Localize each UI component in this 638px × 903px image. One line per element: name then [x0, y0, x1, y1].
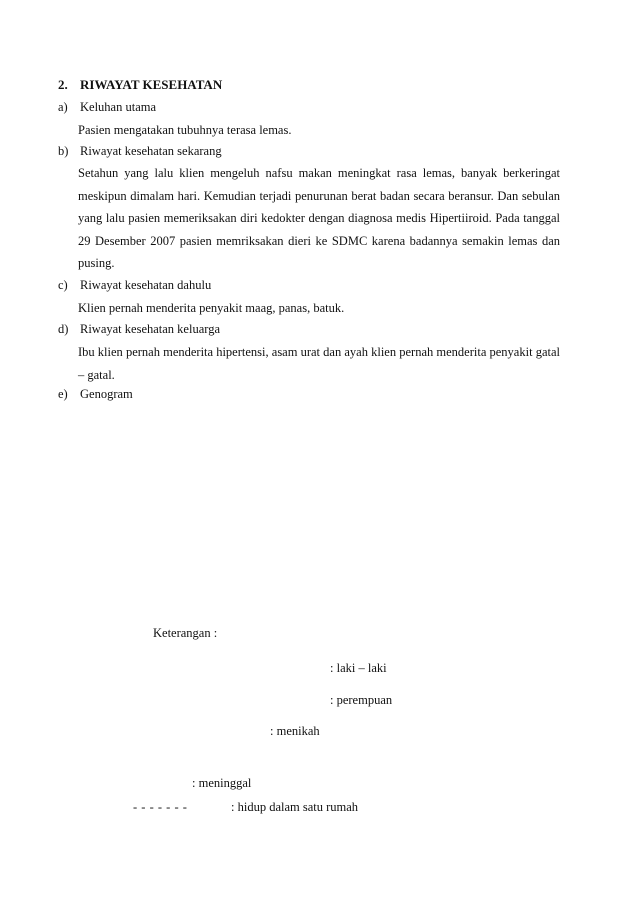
item-d-text: Ibu klien pernah menderita hipertensi, asam urat dan ayah klien pernah menderita penyakit gatal – gatal. [78, 345, 560, 382]
section-number: 2. [58, 77, 68, 92]
item-title: Riwayat kesehatan sekarang [80, 144, 222, 158]
item-letter: e) [58, 387, 68, 401]
item-a-text: Pasien mengatakan tubuhnya terasa lemas. [78, 123, 292, 137]
item-c-text: Klien pernah menderita penyakit maag, panas, batuk. [78, 301, 345, 315]
item-letter: a) [58, 100, 68, 114]
legend-married: : menikah [270, 724, 320, 738]
item-title: Riwayat kesehatan keluarga [80, 322, 220, 336]
item-d-label [58, 322, 220, 337]
item-b-label [58, 144, 222, 159]
section-title: RIWAYAT KESEHATAN [80, 77, 223, 92]
item-title: Genogram [80, 387, 133, 401]
item-letter: c) [58, 278, 68, 292]
item-letter: d) [58, 322, 69, 336]
item-c-label [58, 278, 211, 293]
legend-household: : hidup dalam satu rumah [231, 800, 359, 814]
section-heading [58, 77, 222, 93]
item-letter: b) [58, 144, 69, 158]
item-a-label [58, 100, 156, 115]
legend-dashed-line: - - - - - - - [133, 800, 188, 814]
item-title: Riwayat kesehatan dahulu [80, 278, 212, 292]
legend-female: : perempuan [330, 693, 393, 707]
legend-male: : laki – laki [330, 661, 387, 675]
item-b-text: Setahun yang lalu klien mengeluh nafsu makan meningkat rasa lemas, banyak berkeringat meskipun dimalam hari. Kemudian terjadi penurunan berat badan secara beransur. Dan sebulan yang lalu pasien memeriksakan diri kedokter dengan diagnosa medis Hipertiiroid. Pada tanggal 29 Desember 2007 pasien memriksakan dieri ke SDMC karena badannya semakin lemas dan pusing. [78, 166, 560, 270]
item-e-label [58, 387, 133, 402]
item-title: Keluhan utama [80, 100, 157, 114]
legend-deceased: : meninggal [192, 776, 252, 790]
legend-title: Keterangan : [153, 626, 218, 640]
